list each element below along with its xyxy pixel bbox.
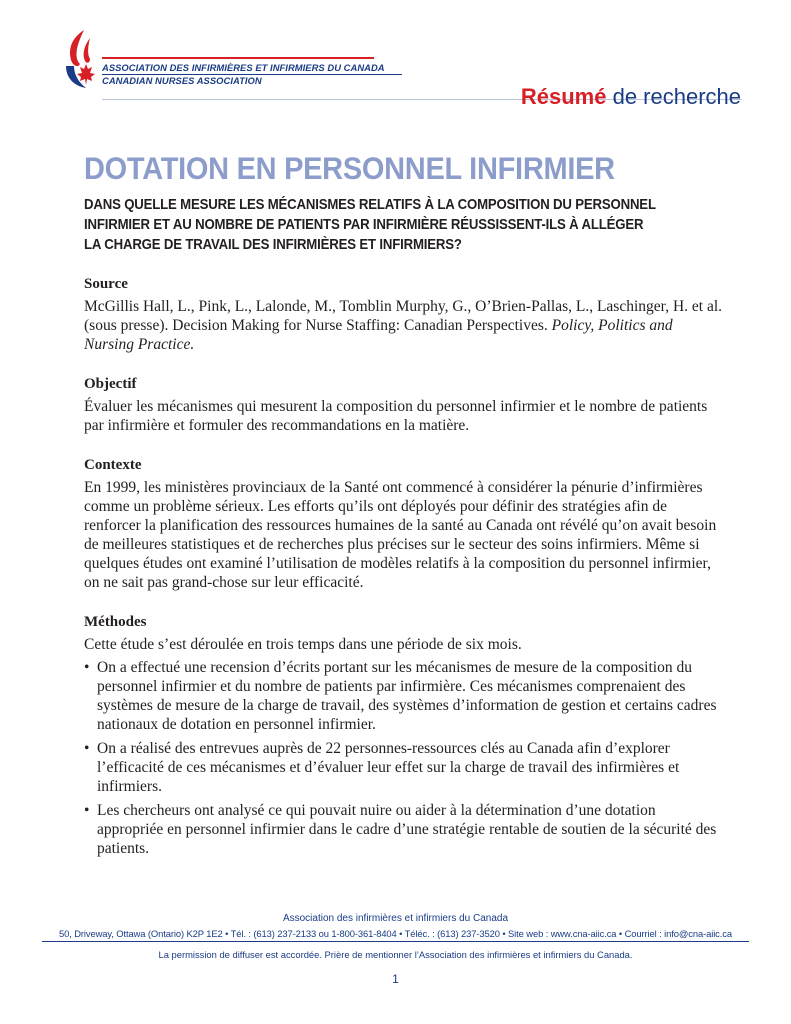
section-contexte: [84, 454, 724, 592]
footer-contact: 50, Driveway, Ottawa (Ontario) K2P 1E2 • Tél. : (613) 237-2133 ou 1-800-361-8404 • Téléc. : (613) 237-3520 • Site web : www.cna-aiic.ca • Courriel : info@cna-aiic.ca: [59, 928, 732, 939]
resume-de-recherche-heading: [521, 84, 741, 110]
list-item: • On a effectué une recension d’écrits portant sur les mécanismes de mesure de la composition du personnel infirmier et du nombre de patients par infirmière. Ces mécanismes comprenaient des systèmes de mesure de la charge de travail, des systèmes d’information de gestion et certains cadres nationaux de dotation en personnel infirmier.: [84, 658, 724, 734]
footer-rule: [42, 941, 749, 942]
page-number: 1: [392, 972, 399, 986]
flame-maple-leaf-logo-icon: [62, 28, 102, 90]
source-citation: [84, 297, 724, 354]
page-title: DOTATION EN PERSONNEL INFIRMIER: [84, 150, 615, 186]
section-source: [84, 273, 724, 354]
research-question-line: DANS QUELLE MESURE LES MÉCANISMES RELATIFS À LA COMPOSITION DU PERSONNEL: [84, 196, 656, 213]
list-item: • Les chercheurs ont analysé ce qui pouvait nuire ou aider à la détermination d’une dotation appropriée en personnel infirmier dans le cadre d’une stratégie rentable de soutien de la sécurité des patients.: [84, 801, 724, 858]
header-red-rule: [102, 57, 374, 59]
section-paragraph: Évaluer les mécanismes qui mesurent la composition du personnel infirmier et le nombre de patients par infirmière et formuler des recommandations en la matière.: [84, 398, 708, 434]
journal-name: Policy, Politics and Nursing Practice.: [84, 317, 673, 353]
main-content: [84, 273, 724, 877]
section-paragraph: Cette étude s’est déroulée en trois temps dans une période de six mois.: [84, 636, 522, 653]
association-name-en: CANADIAN NURSES ASSOCIATION: [102, 75, 262, 86]
footer-permission: La permission de diffuser est accordée. Prière de mentionner l’Association des infirmières et infirmiers du Canada.: [158, 949, 633, 960]
section-objectif: [84, 373, 724, 435]
association-name-fr: ASSOCIATION DES INFIRMIÈRES ET INFIRMIERS DU CANADA: [102, 62, 402, 75]
resume-bold-word: Résumé: [520, 84, 607, 109]
association-name: [102, 57, 402, 86]
methods-list: [84, 658, 724, 858]
section-heading: Contexte: [84, 457, 142, 473]
section-heading: Objectif: [84, 376, 137, 392]
section-paragraph: En 1999, les ministères provinciaux de la Santé ont commencé à considérer la pénurie d’infirmières comme un problème sérieux. Les efforts qu’ils ont déployés pour définir des stratégies afin de renforcer la planification des ressources humaines de la santé au Canada ont révélé qu’on avait besoin de meilleures statistiques et de recherches plus précises sur le secteur des soins infirmiers. Même si quelques études ont examiné l’utilisation de modèles relatifs à la composition du personnel infirmier, on ne sait pas grand-chose sur leur efficacité.: [84, 479, 717, 591]
list-item: • On a réalisé des entrevues auprès de 22 personnes-ressources clés au Canada afin d’explorer l’efficacité de ces mécanismes et d’évaluer leur effet sur la charge de travail des infirmières et infirmiers.: [84, 739, 724, 796]
section-heading: Source: [84, 276, 128, 292]
research-question-line: INFIRMIER ET AU NOMBRE DE PATIENTS PAR INFIRMIÈRE RÉUSSISSENT-ILS À ALLÉGER: [84, 216, 644, 233]
citation-text: McGillis Hall, L., Pink, L., Lalonde, M., Tomblin Murphy, G., O’Brien-Pallas, L., Laschinger, H. et al. (sous presse). Decision Making for Nurse Staffing: Canadian Perspectives.: [84, 298, 723, 334]
resume-rest-text: de recherche: [606, 84, 741, 109]
section-heading: Méthodes: [84, 614, 147, 630]
section-methodes: [84, 611, 724, 858]
research-question: [84, 195, 724, 255]
footer-organization: Association des infirmières et infirmiers du Canada: [282, 913, 509, 924]
research-question-line: LA CHARGE DE TRAVAIL DES INFIRMIÈRES ET INFIRMIERS?: [84, 236, 462, 253]
